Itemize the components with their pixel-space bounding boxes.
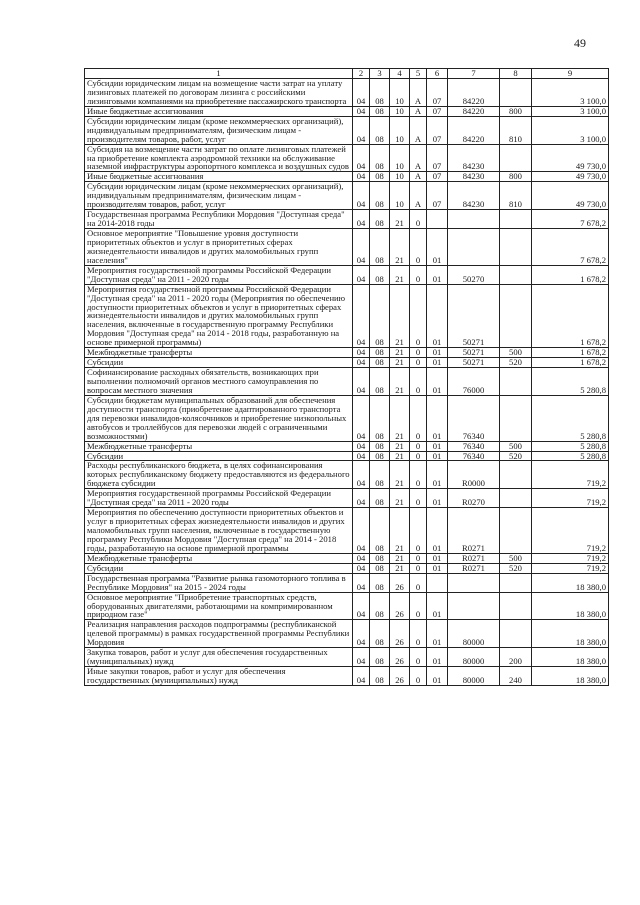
cell-c4: 10 bbox=[390, 116, 410, 144]
cell-c7: 50271 bbox=[448, 358, 500, 368]
cell-c7: 84220 bbox=[448, 116, 500, 144]
cell-c3: 08 bbox=[370, 592, 390, 620]
cell-c4: 10 bbox=[390, 172, 410, 182]
budget-table bbox=[84, 68, 609, 686]
table-row bbox=[85, 358, 609, 368]
cell-c8: 520 bbox=[500, 563, 532, 573]
cell-c9: 1 678,2 bbox=[532, 265, 609, 284]
cell-c7 bbox=[448, 592, 500, 620]
cell-c5: 0 bbox=[410, 489, 427, 508]
cell-c3: 08 bbox=[370, 106, 390, 116]
cell-c4: 26 bbox=[390, 573, 410, 592]
cell-c2: 04 bbox=[353, 358, 370, 368]
cell-c2: 04 bbox=[353, 284, 370, 348]
table-row bbox=[85, 182, 609, 210]
cell-c5: А bbox=[410, 182, 427, 210]
cell-c4: 10 bbox=[390, 182, 410, 210]
cell-c5: 0 bbox=[410, 592, 427, 620]
row-description: Субсидии bbox=[85, 563, 353, 573]
cell-c8: 520 bbox=[500, 358, 532, 368]
cell-c6: 07 bbox=[427, 172, 448, 182]
cell-c3: 08 bbox=[370, 553, 390, 563]
table-row bbox=[85, 508, 609, 554]
cell-c7: 50271 bbox=[448, 348, 500, 358]
cell-c2: 04 bbox=[353, 573, 370, 592]
cell-c3: 08 bbox=[370, 182, 390, 210]
cell-c2: 04 bbox=[353, 553, 370, 563]
cell-c2: 04 bbox=[353, 489, 370, 508]
cell-c9: 49 730,0 bbox=[532, 144, 609, 172]
row-description: Субсидии юридическим лицам на возмещение части затрат на уплату лизинговых платежей по договорам лизинга с российскими лизинговыми компаниями на приобретение пассажирского транспорта bbox=[85, 79, 353, 107]
cell-c6: 01 bbox=[427, 358, 448, 368]
cell-c7 bbox=[448, 210, 500, 229]
cell-c4: 10 bbox=[390, 144, 410, 172]
cell-c7 bbox=[448, 573, 500, 592]
table-row bbox=[85, 144, 609, 172]
page-number: 49 bbox=[574, 36, 586, 50]
cell-c4: 21 bbox=[390, 563, 410, 573]
cell-c7: 84220 bbox=[448, 79, 500, 107]
row-description: Субсидии bbox=[85, 358, 353, 368]
cell-c4: 21 bbox=[390, 395, 410, 441]
cell-c6: 01 bbox=[427, 229, 448, 266]
cell-c7: 50270 bbox=[448, 265, 500, 284]
cell-c2: 04 bbox=[353, 508, 370, 554]
table-row bbox=[85, 573, 609, 592]
cell-c8 bbox=[500, 461, 532, 489]
cell-c8 bbox=[500, 368, 532, 396]
cell-c4: 21 bbox=[390, 441, 410, 451]
cell-c5: 0 bbox=[410, 265, 427, 284]
cell-c5: 0 bbox=[410, 348, 427, 358]
cell-c5: 0 bbox=[410, 563, 427, 573]
row-description: Мероприятия государственной программы Российской Федерации "Доступная среда" на 2011 - 2020 годы bbox=[85, 265, 353, 284]
row-description: Субсидии bbox=[85, 451, 353, 461]
cell-c7 bbox=[448, 229, 500, 266]
cell-c9: 5 280,8 bbox=[532, 395, 609, 441]
table-row bbox=[85, 265, 609, 284]
row-description: Государственная программа Республики Мордовия "Доступная среда" на 2014-2018 годы bbox=[85, 210, 353, 229]
table-row bbox=[85, 563, 609, 573]
cell-c2: 04 bbox=[353, 106, 370, 116]
cell-c9: 18 380,0 bbox=[532, 573, 609, 592]
row-description: Мероприятия по обеспечению доступности приоритетных объектов и услуг в приоритетных сферах жизнедеятельности инвалидов и других маломобильных групп населения, включенные в государственную программу Республики Мордовия "Доступная среда" на 2014 - 2018 годы, разработанную на основе примерной программы bbox=[85, 508, 353, 554]
cell-c7: 76340 bbox=[448, 441, 500, 451]
cell-c5: 0 bbox=[410, 667, 427, 686]
cell-c8: 810 bbox=[500, 182, 532, 210]
row-description: Иные бюджетные ассигнования bbox=[85, 106, 353, 116]
cell-c8: 500 bbox=[500, 348, 532, 358]
cell-c6: 01 bbox=[427, 648, 448, 667]
table-row bbox=[85, 284, 609, 348]
cell-c8 bbox=[500, 284, 532, 348]
row-description: Межбюджетные трансферты bbox=[85, 348, 353, 358]
cell-c5: 0 bbox=[410, 358, 427, 368]
cell-c7: R0271 bbox=[448, 508, 500, 554]
cell-c4: 21 bbox=[390, 229, 410, 266]
cell-c5: 0 bbox=[410, 553, 427, 563]
header-cell: 7 bbox=[448, 69, 500, 79]
cell-c8 bbox=[500, 144, 532, 172]
cell-c9: 18 380,0 bbox=[532, 648, 609, 667]
cell-c2: 04 bbox=[353, 144, 370, 172]
cell-c6: 01 bbox=[427, 508, 448, 554]
cell-c2: 04 bbox=[353, 368, 370, 396]
cell-c8: 800 bbox=[500, 106, 532, 116]
table-row bbox=[85, 395, 609, 441]
cell-c4: 21 bbox=[390, 461, 410, 489]
cell-c6: 01 bbox=[427, 265, 448, 284]
row-description: Субсидия на возмещение части затрат по оплате лизинговых платежей на приобретение комплекта аэродромной техники на обслуживание наземной инфраструктуры аэропортного комплекса и воздушных судов bbox=[85, 144, 353, 172]
row-description: Субсидии юридическим лицам (кроме некоммерческих организаций), индивидуальным предпринимателям, физическим лицам - производителям товаров, работ, услуг bbox=[85, 116, 353, 144]
cell-c9: 3 100,0 bbox=[532, 116, 609, 144]
table-row bbox=[85, 172, 609, 182]
cell-c2: 04 bbox=[353, 172, 370, 182]
cell-c7: 84230 bbox=[448, 172, 500, 182]
cell-c4: 26 bbox=[390, 620, 410, 648]
cell-c3: 08 bbox=[370, 563, 390, 573]
header-cell: 6 bbox=[427, 69, 448, 79]
table-row bbox=[85, 348, 609, 358]
row-description: Субсидии бюджетам муниципальных образований для обеспечения доступности транспорта (приобретение адаптированного транспорта для перевозки инвалидов-колясочников и приобретение низкопольных автобусов и троллейбусов для перевозки людей с ограниченными возможностями) bbox=[85, 395, 353, 441]
table-row bbox=[85, 620, 609, 648]
cell-c9: 18 380,0 bbox=[532, 620, 609, 648]
cell-c8: 500 bbox=[500, 553, 532, 563]
cell-c5: 0 bbox=[410, 441, 427, 451]
cell-c5: 0 bbox=[410, 451, 427, 461]
row-description: Основное мероприятие "Повышение уровня доступности приоритетных объектов и услуг в приоритетных сферах жизнедеятельности инвалидов и других маломобильных групп населения" bbox=[85, 229, 353, 266]
row-description: Мероприятия государственной программы Российской Федерации "Доступная среда" на 2011 - 2020 годы bbox=[85, 489, 353, 508]
table-row bbox=[85, 368, 609, 396]
cell-c7: R0000 bbox=[448, 461, 500, 489]
cell-c7: 50271 bbox=[448, 284, 500, 348]
cell-c5: 0 bbox=[410, 573, 427, 592]
cell-c6: 01 bbox=[427, 461, 448, 489]
table-row bbox=[85, 210, 609, 229]
header-cell: 5 bbox=[410, 69, 427, 79]
cell-c6: 07 bbox=[427, 144, 448, 172]
cell-c8: 200 bbox=[500, 648, 532, 667]
row-description: Государственная программа "Развитие рынка газомоторного топлива в Республике Мордовия" на 2015 - 2024 годы bbox=[85, 573, 353, 592]
cell-c3: 08 bbox=[370, 265, 390, 284]
cell-c5: 0 bbox=[410, 648, 427, 667]
cell-c9: 719,2 bbox=[532, 553, 609, 563]
cell-c7: R0271 bbox=[448, 563, 500, 573]
cell-c5: А bbox=[410, 172, 427, 182]
cell-c6: 01 bbox=[427, 563, 448, 573]
cell-c2: 04 bbox=[353, 451, 370, 461]
row-description: Мероприятия государственной программы Российской Федерации "Доступная среда" на 2011 - 2020 годы (Мероприятия по обеспечению доступности приоритетных объектов и услуг в приоритетных сферах жизнедеятельности инвалидов и других маломобильных групп населения, включенные в государственную программу Республики Мордовия "Доступная среда" на 2014 - 2018 годы, разработанную на основе примерной программы) bbox=[85, 284, 353, 348]
cell-c2: 04 bbox=[353, 210, 370, 229]
cell-c9: 3 100,0 bbox=[532, 106, 609, 116]
header-cell: 1 bbox=[85, 69, 353, 79]
header-cell: 3 bbox=[370, 69, 390, 79]
cell-c3: 08 bbox=[370, 116, 390, 144]
cell-c5: 0 bbox=[410, 284, 427, 348]
cell-c7: 80000 bbox=[448, 620, 500, 648]
cell-c8 bbox=[500, 79, 532, 107]
cell-c8: 240 bbox=[500, 667, 532, 686]
cell-c9: 5 280,8 bbox=[532, 368, 609, 396]
cell-c9: 18 380,0 bbox=[532, 592, 609, 620]
cell-c6 bbox=[427, 210, 448, 229]
row-description: Софинансирование расходных обязательств, возникающих при выполнении полномочий органов местного самоуправления по вопросам местного значения bbox=[85, 368, 353, 396]
cell-c3: 08 bbox=[370, 508, 390, 554]
cell-c9: 719,2 bbox=[532, 461, 609, 489]
cell-c4: 26 bbox=[390, 592, 410, 620]
cell-c4: 21 bbox=[390, 489, 410, 508]
cell-c4: 21 bbox=[390, 348, 410, 358]
cell-c6: 07 bbox=[427, 79, 448, 107]
cell-c9: 1 678,2 bbox=[532, 348, 609, 358]
table-row bbox=[85, 79, 609, 107]
cell-c2: 04 bbox=[353, 563, 370, 573]
cell-c2: 04 bbox=[353, 348, 370, 358]
cell-c7: 84220 bbox=[448, 106, 500, 116]
cell-c7: 80000 bbox=[448, 667, 500, 686]
row-description: Основное мероприятие "Приобретение транспортных средств, оборудованных двигателями, работающими на компримированном природном газе" bbox=[85, 592, 353, 620]
cell-c5: 0 bbox=[410, 368, 427, 396]
cell-c9: 49 730,0 bbox=[532, 172, 609, 182]
cell-c6: 01 bbox=[427, 441, 448, 451]
cell-c9: 719,2 bbox=[532, 489, 609, 508]
cell-c3: 08 bbox=[370, 144, 390, 172]
cell-c8 bbox=[500, 395, 532, 441]
cell-c3: 08 bbox=[370, 210, 390, 229]
cell-c6: 01 bbox=[427, 395, 448, 441]
cell-c3: 08 bbox=[370, 620, 390, 648]
cell-c4: 21 bbox=[390, 451, 410, 461]
cell-c8 bbox=[500, 229, 532, 266]
table-row bbox=[85, 553, 609, 563]
cell-c9: 49 730,0 bbox=[532, 182, 609, 210]
row-description: Межбюджетные трансферты bbox=[85, 553, 353, 563]
row-description: Реализация направления расходов подпрограммы (республиканской целевой программы) в рамках государственной программы Республики Мордовия bbox=[85, 620, 353, 648]
cell-c3: 08 bbox=[370, 441, 390, 451]
cell-c9: 1 678,2 bbox=[532, 284, 609, 348]
cell-c5: 0 bbox=[410, 508, 427, 554]
cell-c2: 04 bbox=[353, 441, 370, 451]
cell-c4: 21 bbox=[390, 508, 410, 554]
cell-c8 bbox=[500, 210, 532, 229]
cell-c7: R0271 bbox=[448, 553, 500, 563]
cell-c5: А bbox=[410, 79, 427, 107]
cell-c5: 0 bbox=[410, 210, 427, 229]
cell-c3: 08 bbox=[370, 172, 390, 182]
cell-c9: 5 280,8 bbox=[532, 451, 609, 461]
cell-c8 bbox=[500, 592, 532, 620]
cell-c9: 719,2 bbox=[532, 563, 609, 573]
cell-c7: 84230 bbox=[448, 144, 500, 172]
table-row bbox=[85, 461, 609, 489]
header-cell: 8 bbox=[500, 69, 532, 79]
cell-c2: 04 bbox=[353, 620, 370, 648]
cell-c7: R0270 bbox=[448, 489, 500, 508]
cell-c6: 07 bbox=[427, 116, 448, 144]
cell-c3: 08 bbox=[370, 395, 390, 441]
row-description: Межбюджетные трансферты bbox=[85, 441, 353, 451]
cell-c9: 719,2 bbox=[532, 508, 609, 554]
cell-c9: 5 280,8 bbox=[532, 441, 609, 451]
cell-c2: 04 bbox=[353, 648, 370, 667]
cell-c7: 84230 bbox=[448, 182, 500, 210]
cell-c3: 08 bbox=[370, 79, 390, 107]
header-cell: 4 bbox=[390, 69, 410, 79]
cell-c2: 04 bbox=[353, 461, 370, 489]
header-cell: 9 bbox=[532, 69, 609, 79]
cell-c5: 0 bbox=[410, 620, 427, 648]
cell-c4: 21 bbox=[390, 553, 410, 563]
cell-c5: 0 bbox=[410, 461, 427, 489]
cell-c6: 07 bbox=[427, 182, 448, 210]
cell-c7: 76340 bbox=[448, 451, 500, 461]
cell-c4: 26 bbox=[390, 648, 410, 667]
cell-c3: 08 bbox=[370, 368, 390, 396]
cell-c4: 10 bbox=[390, 79, 410, 107]
cell-c6: 01 bbox=[427, 553, 448, 563]
table-row bbox=[85, 648, 609, 667]
cell-c7: 80000 bbox=[448, 648, 500, 667]
cell-c4: 21 bbox=[390, 265, 410, 284]
cell-c3: 08 bbox=[370, 284, 390, 348]
cell-c2: 04 bbox=[353, 79, 370, 107]
cell-c8: 810 bbox=[500, 116, 532, 144]
table-row bbox=[85, 489, 609, 508]
cell-c6: 01 bbox=[427, 592, 448, 620]
cell-c2: 04 bbox=[353, 395, 370, 441]
cell-c8 bbox=[500, 265, 532, 284]
cell-c3: 08 bbox=[370, 667, 390, 686]
table-row bbox=[85, 229, 609, 266]
cell-c6: 01 bbox=[427, 348, 448, 358]
cell-c3: 08 bbox=[370, 461, 390, 489]
cell-c8 bbox=[500, 489, 532, 508]
cell-c6: 07 bbox=[427, 106, 448, 116]
cell-c9: 3 100,0 bbox=[532, 79, 609, 107]
cell-c2: 04 bbox=[353, 667, 370, 686]
table-header-row bbox=[85, 69, 609, 79]
cell-c9: 1 678,2 bbox=[532, 358, 609, 368]
cell-c8 bbox=[500, 620, 532, 648]
cell-c5: А bbox=[410, 106, 427, 116]
cell-c6: 01 bbox=[427, 489, 448, 508]
cell-c6: 01 bbox=[427, 620, 448, 648]
table-row bbox=[85, 116, 609, 144]
table-row bbox=[85, 441, 609, 451]
cell-c9: 7 678,2 bbox=[532, 210, 609, 229]
table-row bbox=[85, 106, 609, 116]
cell-c4: 21 bbox=[390, 284, 410, 348]
cell-c6: 01 bbox=[427, 451, 448, 461]
cell-c9: 18 380,0 bbox=[532, 667, 609, 686]
cell-c6: 01 bbox=[427, 368, 448, 396]
cell-c8: 520 bbox=[500, 451, 532, 461]
cell-c4: 21 bbox=[390, 368, 410, 396]
cell-c4: 21 bbox=[390, 358, 410, 368]
cell-c5: А bbox=[410, 116, 427, 144]
cell-c4: 10 bbox=[390, 106, 410, 116]
header-cell: 2 bbox=[353, 69, 370, 79]
cell-c6 bbox=[427, 573, 448, 592]
cell-c6: 01 bbox=[427, 667, 448, 686]
cell-c5: 0 bbox=[410, 395, 427, 441]
cell-c9: 7 678,2 bbox=[532, 229, 609, 266]
cell-c4: 26 bbox=[390, 667, 410, 686]
cell-c8: 800 bbox=[500, 172, 532, 182]
cell-c3: 08 bbox=[370, 489, 390, 508]
cell-c3: 08 bbox=[370, 451, 390, 461]
row-description: Закупка товаров, работ и услуг для обеспечения государственных (муниципальных) нужд bbox=[85, 648, 353, 667]
cell-c3: 08 bbox=[370, 573, 390, 592]
cell-c7: 76340 bbox=[448, 395, 500, 441]
table-row bbox=[85, 667, 609, 686]
cell-c5: А bbox=[410, 144, 427, 172]
cell-c2: 04 bbox=[353, 116, 370, 144]
row-description: Расходы республиканского бюджета, в целях софинансирования которых республиканскому бюджету предоставляются из федерального бюджета субсидии bbox=[85, 461, 353, 489]
cell-c2: 04 bbox=[353, 265, 370, 284]
cell-c8 bbox=[500, 573, 532, 592]
cell-c3: 08 bbox=[370, 648, 390, 667]
cell-c7: 76000 bbox=[448, 368, 500, 396]
cell-c3: 08 bbox=[370, 358, 390, 368]
cell-c2: 04 bbox=[353, 592, 370, 620]
cell-c4: 21 bbox=[390, 210, 410, 229]
cell-c3: 08 bbox=[370, 348, 390, 358]
cell-c3: 08 bbox=[370, 229, 390, 266]
row-description: Субсидии юридическим лицам (кроме некоммерческих организаций), индивидуальным предпринимателям, физическим лицам - производителям товаров, работ, услуг bbox=[85, 182, 353, 210]
table-row bbox=[85, 592, 609, 620]
table-row bbox=[85, 451, 609, 461]
row-description: Иные бюджетные ассигнования bbox=[85, 172, 353, 182]
row-description: Иные закупки товаров, работ и услуг для обеспечения государственных (муниципальных) нужд bbox=[85, 667, 353, 686]
cell-c2: 04 bbox=[353, 229, 370, 266]
cell-c8: 500 bbox=[500, 441, 532, 451]
cell-c2: 04 bbox=[353, 182, 370, 210]
cell-c6: 01 bbox=[427, 284, 448, 348]
cell-c5: 0 bbox=[410, 229, 427, 266]
cell-c8 bbox=[500, 508, 532, 554]
